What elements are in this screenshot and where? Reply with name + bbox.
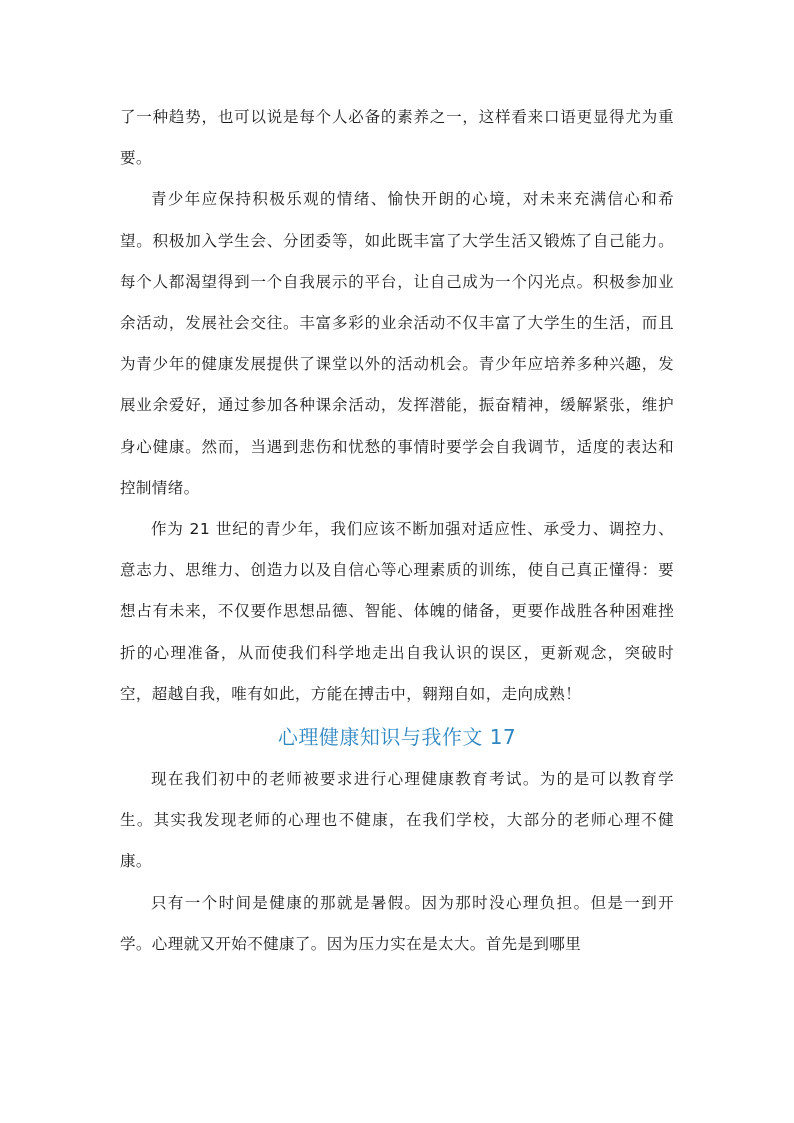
paragraph-continued: 了一种趋势，也可以说是每个人必备的素养之一，这样看来口语更显得尤为重要。 [120, 108, 674, 168]
paragraph-summer-vacation: 只有一个时间是健康的那就是暑假。因为那时没心理负担。但是一到开学。心理就又开始不健康了。因为压力实在是太大。首先是到哪里 [120, 893, 674, 953]
section-heading: 心理健康知识与我作文 17 [277, 725, 517, 750]
document-body [120, 97, 674, 965]
paragraph-psychological-quality: 作为 21 世纪的青少年，我们应该不断加强对适应性、承受力、调控力、意志力、思维力、创造力以及自信心等心理素质的训练，使自己真正懂得：要想占有未来，不仅要作思想品德、智能、体魄的储备，更要作战胜各种困难挫折的心理准备，从而使我们科学地走出自我认识的误区，更新观念，突破时空，超越自我，唯有如此，方能在搏击中，翱翔自如，走向成熟！ [120, 520, 674, 703]
paragraph-emotions: 青少年应保持积极乐观的情绪、愉快开朗的心境，对未来充满信心和希望。积极加入学生会、分团委等，如此既丰富了大学生活又锻炼了自己能力。每个人都渴望得到一个自我展示的平台，让自己成为一个闪光点。积极参加业余活动，发展社会交往。丰富多彩的业余活动不仅丰富了大学生的生活，而且为青少年的健康发展提供了课堂以外的活动机会。青少年应培养多种兴趣，发展业余爱好，通过参加各种课余活动，发挥潜能，振奋精神，缓解紧张，维护身心健康。然而，当遇到悲伤和忧愁的事情时要学会自我调节，适度的表达和控制情绪。 [120, 190, 674, 497]
paragraph-teachers: 现在我们初中的老师被要求进行心理健康教育考试。为的是可以教育学生。其实我发现老师的心理也不健康，在我们学校，大部分的老师心理不健康。 [120, 770, 674, 871]
